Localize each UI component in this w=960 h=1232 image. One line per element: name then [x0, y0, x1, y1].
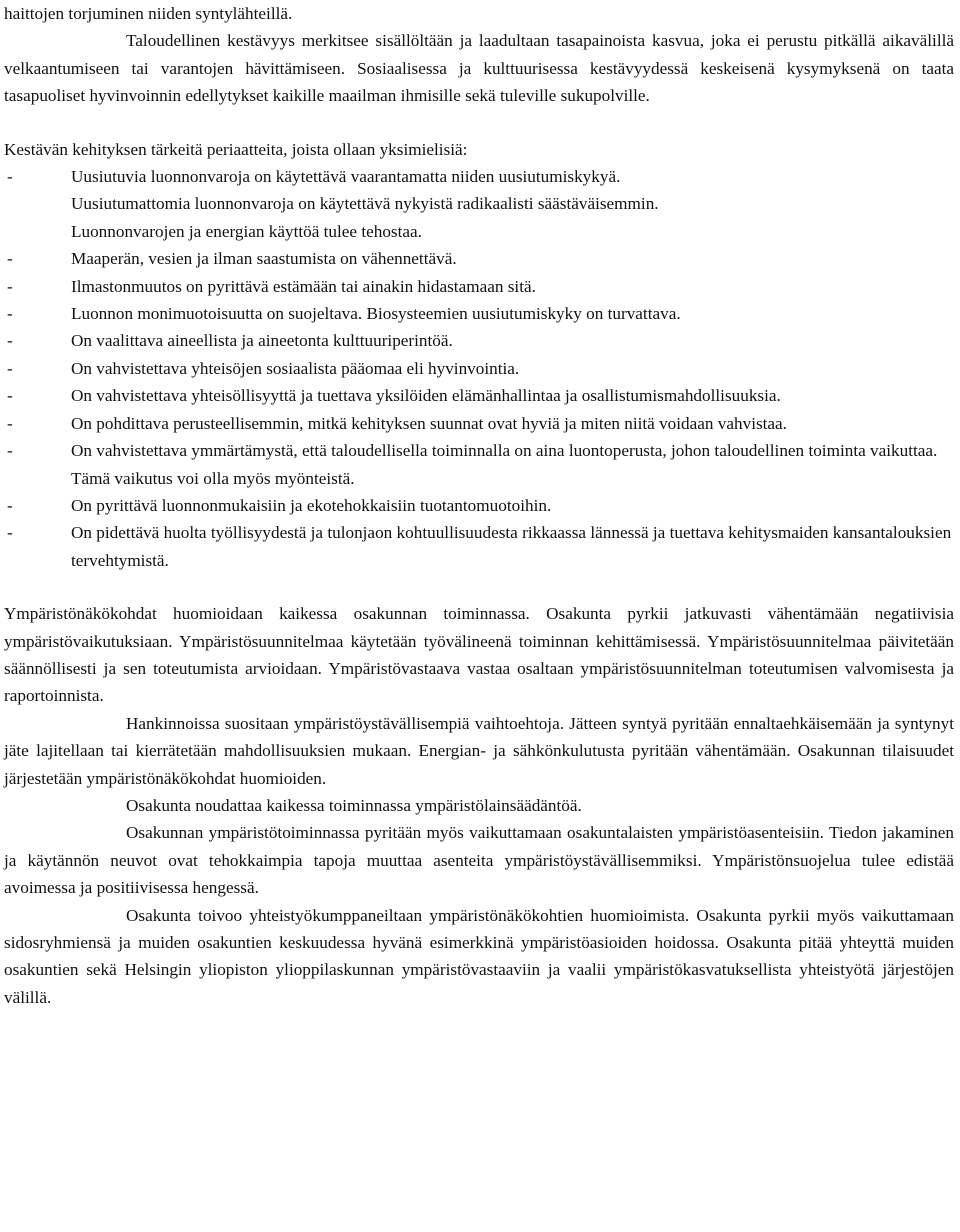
list-dash: -	[7, 167, 13, 187]
list-item	[4, 437, 954, 492]
list-item	[4, 355, 954, 382]
list-item	[4, 190, 954, 217]
list-item	[4, 163, 954, 190]
list-item	[4, 300, 954, 327]
list-item-text: Maaperän, vesien ja ilman saastumista on vähennettävä.	[71, 249, 457, 269]
body-paragraph: Osakunta toivoo yhteistyökumppaneiltaan ympäristönäkökohtien huomioimista. Osakunta pyrkii myös vaikuttamaan sidosryhmiensä ja muiden osakuntien keskuudessa hyvänä esimerkkinä ympäristöasioiden hoidossa. Osakunta pitää yhteyttä muiden osakuntien sekä Helsingin yliopiston ylioppilaskunnan ympäristövastaaviin ja vaalii ympäristökasvatuksellista yhteistyötä järjestöjen välillä.	[4, 905, 954, 1007]
list-item-text: Uusiutuvia luonnonvaroja on käytettävä vaarantamatta niiden uusiutumiskykyä.	[71, 167, 621, 187]
principles-intro: Kestävän kehityksen tärkeitä periaatteita, joista ollaan yksimielisiä:	[4, 139, 468, 159]
list-item	[4, 492, 954, 519]
list-item-text: Luonnon monimuotoisuutta on suojeltava. Biosysteemien uusiutumiskyky on turvattava.	[71, 304, 681, 324]
list-item	[4, 382, 954, 409]
list-dash: -	[7, 304, 13, 324]
list-item-text: On pohdittava perusteellisemmin, mitkä kehityksen suunnat ovat hyviä ja miten niitä voidaan vahvistaa.	[71, 413, 787, 433]
paragraph-spacer	[4, 574, 954, 600]
list-item-text: On pidettävä huolta työllisyydestä ja tulonjaon kohtuullisuudesta rikkaassa lännessä ja tuettava kehitysmaiden kansantalouksien tervehtymistä.	[71, 523, 952, 570]
list-item-text: Uusiutumattomia luonnonvaroja on käytettävä nykyistä radikaalisti säästäväisemmin.	[71, 194, 659, 214]
list-item-text: On vahvistettava yhteisöjen sosiaalista pääomaa eli hyvinvointia.	[71, 358, 520, 378]
list-item	[4, 410, 954, 437]
list-dash: -	[7, 358, 13, 378]
social-sustainability-text: Sosiaalisessa ja kulttuurisessa kestävyydessä keskeisenä kysymyksenä on taata tasapuoliset hyvinvoinnin edellytykset kaikille maailman ihmisille sekä tuleville sukupolville.	[4, 58, 955, 106]
list-item-text: On vaalittava aineellista ja aineetonta kulttuuriperintöä.	[71, 331, 453, 351]
body-paragraphs	[4, 600, 954, 1011]
body-paragraph: Osakunta noudattaa kaikessa toiminnassa ympäristölainsäädäntöä.	[126, 795, 582, 815]
list-item	[4, 273, 954, 300]
economic-sustainability-paragraph	[4, 27, 954, 109]
body-paragraph: Ympäristönäkökohdat huomioidaan kaikessa osakunnan toiminnassa. Osakunta pyrkii jatkuvasti vähentämään negatiivisia ympäristövaikutuksiaan. Ympäristösuunnitelmaa käytetään työvälineenä toiminnan kehittämisessä. Ympäristösuunnitelmaa päivitetään säännöllisesti ja sen toteutumista arvioidaan. Ympäristövastaava vastaa osaltaan ympäristösuunnitelman toteutumisen valvomisesta ja raportoinnista.	[4, 604, 954, 706]
list-item-text: Ilmastonmuutos on pyrittävä estämään tai ainakin hidastamaan sitä.	[71, 276, 536, 296]
list-item-text: On pyrittävä luonnonmukaisiin ja ekotehokkaisiin tuotantomuotoihin.	[71, 495, 552, 515]
list-dash: -	[7, 276, 13, 296]
body-paragraph: Osakunnan ympäristötoiminnassa pyritään myös vaikuttamaan osakuntalaisten ympäristöasenteisiin. Tiedon jakaminen ja käytännön neuvot ovat tehokkaimpia tapoja muuttaa asenteita ympäristöystävällisemmiksi. Ympäristönsuojelua tulee edistää avoimessa ja positiivisessa hengessä.	[4, 823, 954, 898]
paragraph-continuation	[4, 0, 954, 27]
list-item-text: On vahvistettava yhteisöllisyyttä ja tuettava yksilöiden elämänhallintaa ja osallistumismahdollisuuksia.	[71, 386, 781, 406]
list-item	[4, 519, 954, 574]
list-dash: -	[7, 523, 13, 543]
continued-line: haittojen torjuminen niiden syntylähteillä.	[4, 4, 293, 23]
list-item-text: Luonnonvarojen ja energian käyttöä tulee tehostaa.	[71, 221, 422, 241]
list-dash: -	[7, 386, 13, 406]
paragraph-spacer	[4, 110, 954, 136]
list-dash: -	[7, 441, 13, 461]
list-item-text: On vahvistettava ymmärtämystä, että taloudellisella toiminnalla on aina luontoperusta, johon taloudellinen toiminta vaikuttaa. Tämä vaikutus voi olla myös myönteistä.	[71, 441, 938, 488]
list-item	[4, 245, 954, 272]
list-dash: -	[7, 331, 13, 351]
list-item	[4, 327, 954, 354]
list-dash: -	[7, 413, 13, 433]
list-item	[4, 218, 954, 245]
principles-list	[4, 163, 954, 574]
economic-sustainability-text: Taloudellinen kestävyys merkitsee sisällöltään ja laadultaan tasapainoista kasvua, joka ei perustu pitkällä aikavälillä velkaantumiseen tai varantojen hävittämiseen.	[4, 31, 954, 78]
list-dash: -	[7, 495, 13, 515]
body-paragraph: Hankinnoissa suositaan ympäristöystävällisempiä vaihtoehtoja. Jätteen syntyä pyritään ennaltaehkäisemään ja syntynyt jäte lajitellaan tai kierrätetään mahdollisuuksien mukaan. Energian- ja sähkönkulutusta pyritään vähentämään. Osakunnan tilaisuudet järjestetään ympäristönäkökohdat huomioiden.	[4, 713, 954, 788]
list-dash: -	[7, 249, 13, 269]
